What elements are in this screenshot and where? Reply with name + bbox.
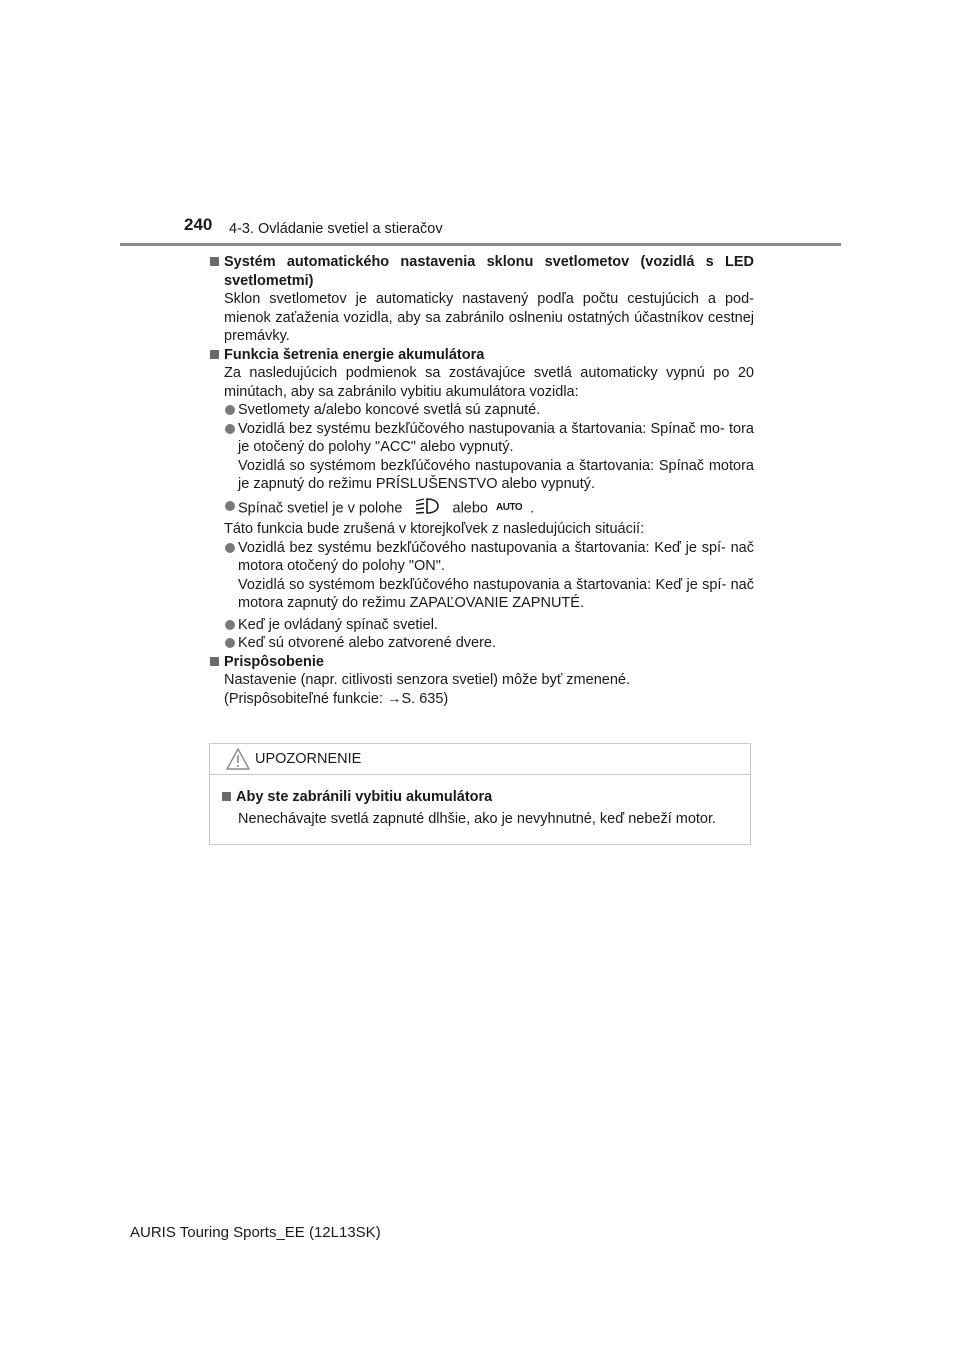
square-bullet-icon: [210, 657, 219, 666]
paragraph-battery-intro: Za nasledujúcich podmienok sa zostávajúce svetlá automaticky vypnú po 20 minútach, aby sa zabránilo vybitiu akumulátora vozidla:: [224, 365, 754, 400]
list-item: Keď sú otvorené alebo zatvorené dvere.: [208, 634, 754, 653]
warning-triangle-icon: [226, 748, 250, 775]
page-header: [0, 0, 960, 250]
section-title: 4-3. Ovládanie svetiel a stieračov: [229, 221, 443, 237]
list-item: Vozidlá bez systému bezkľúčového nastupovania a štartovania: Keď je spí- nač motora otočený do polohy "ON". Vozidlá so systémom bezkľúčového nastupovania a štartovania: Keď je spí- nač motora zapnutý do režimu ZAPAĽOVANIE ZAPNUTÉ.: [208, 539, 754, 613]
list-item: Vozidlá bez systému bezkľúčového nastupovania a štartovania: Spínač mo- tora je otočený do polohy "ACC" alebo vypnutý. Vozidlá so systémom bezkľúčového nastupovania a štartovania: Spínač motora je zapnutý do režimu PRÍSLUŠENSTVO alebo vypnutý.: [208, 420, 754, 494]
warning-heading: Aby ste zabránili vybitiu akumulátora: [220, 788, 740, 807]
round-bullet-icon: [225, 620, 235, 630]
headlight-icon: [412, 497, 442, 521]
warning-text: Nenechávajte svetlá zapnuté dlhšie, ako je nevyhnutné, keď nebeží motor.: [238, 811, 717, 827]
round-bullet-icon: [225, 638, 235, 648]
page-footer: AURIS Touring Sports_EE (12L13SK): [130, 1224, 381, 1241]
square-bullet-icon: [210, 257, 219, 266]
list-item: Spínač svetiel je v polohe alebo AUTO .: [208, 497, 754, 521]
warning-title: UPOZORNENIE: [255, 751, 362, 767]
square-bullet-icon: [210, 350, 219, 359]
warning-body: [210, 775, 750, 829]
list-item: Svetlomety a/alebo koncové svetlá sú zapnuté.: [208, 401, 754, 420]
round-bullet-icon: [225, 424, 235, 434]
page-number: 240: [184, 215, 213, 234]
list-item: Keď je ovládaný spínač svetiel.: [208, 616, 754, 635]
cross-reference-link[interactable]: (Prispôsobiteľné funkcie: →S. 635): [224, 690, 449, 707]
paragraph-leveling: Sklon svetlometov je automaticky nastavený podľa počtu cestujúcich a pod- mienok zaťaženia vozidla, aby sa zabránilo oslneniu ostatných účastníkov cestnej premávky.: [224, 291, 754, 344]
paragraph-customization: Nastavenie (napr. citlivosti senzora svetiel) môže byť zmenené. (Prispôsobiteľné funkcie: →S. 635): [208, 671, 754, 708]
heading-customization: Prispôsobenie: [208, 653, 754, 672]
heading-battery-saver: Funkcia šetrenia energie akumulátora: [208, 346, 754, 365]
auto-icon: AUTO: [496, 502, 523, 513]
paragraph-cancel-intro: Táto funkcia bude zrušená v ktorejkoľvek z nasledujúcich situácií:: [224, 521, 645, 537]
warning-header: [210, 744, 750, 775]
square-bullet-icon: [222, 792, 231, 801]
round-bullet-icon: [225, 501, 235, 511]
round-bullet-icon: [225, 543, 235, 553]
warning-box: [209, 743, 751, 845]
round-bullet-icon: [225, 405, 235, 415]
main-content: [208, 253, 754, 712]
heading-leveling: Systém automatického nastavenia sklonu svetlometov (vozidlá s LED svetlometmi): [208, 253, 754, 290]
header-divider: [120, 243, 841, 246]
